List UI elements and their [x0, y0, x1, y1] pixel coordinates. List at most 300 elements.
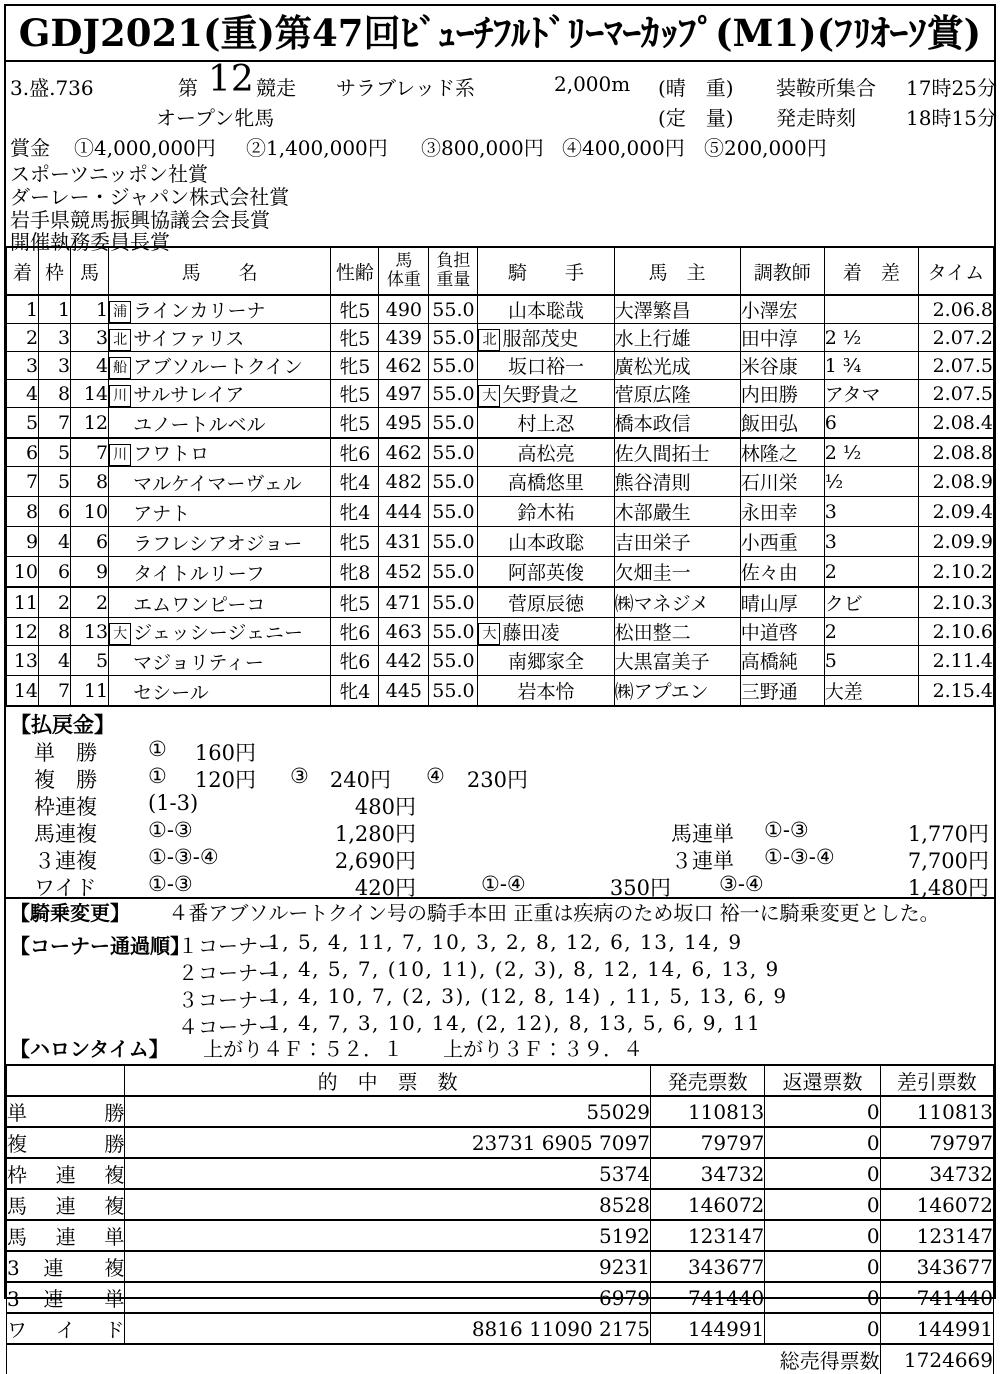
- result-time: 2.10.2: [918, 557, 993, 588]
- vote-returned-count: 0: [765, 1220, 880, 1251]
- affiliation-badge: [109, 676, 131, 698]
- result-sex-age: 牝6: [331, 646, 379, 676]
- result-jockey: [478, 676, 614, 707]
- affiliation-badge: 大: [109, 623, 131, 645]
- result-load-weight: 55.0: [429, 295, 478, 324]
- payout-type-label: 単 勝: [34, 741, 97, 765]
- vote-row: [7, 1313, 994, 1344]
- vote-bet-type: 3 連 単: [7, 1282, 125, 1313]
- vote-total-row: [7, 1344, 994, 1374]
- result-bracket-no: 5: [39, 438, 71, 467]
- votes-header-bettype: [7, 1065, 125, 1096]
- result-owner: 大澤繁昌: [614, 295, 740, 324]
- payout-combo: ①-③: [148, 872, 193, 896]
- jockey-name-text: 鈴木祐: [517, 502, 575, 524]
- result-finish-pos: 3: [7, 352, 39, 380]
- result-trainer: 小澤宏: [740, 295, 824, 324]
- result-horse-no: 13: [71, 618, 109, 646]
- prize-2nd: ②1,400,000円: [246, 136, 388, 160]
- result-horse-no: 14: [71, 380, 109, 408]
- horse-name-text: ラインカリーナ: [133, 300, 266, 322]
- payout-row-wakuren: [6, 791, 994, 818]
- result-jockey: [478, 467, 614, 497]
- vote-sold-count: 144991: [650, 1313, 764, 1344]
- result-owner: 吉田栄子: [614, 527, 740, 557]
- result-owner: 水上行雄: [614, 324, 740, 352]
- vote-sold-count: 741440: [650, 1282, 764, 1313]
- vote-hit-count: 8816 11090 2175: [125, 1313, 651, 1344]
- horse-name-text: サイファリス: [133, 328, 245, 350]
- affiliation-badge: [109, 646, 131, 668]
- header-pos: 着: [7, 247, 39, 295]
- vote-row: [7, 1158, 994, 1189]
- race-number: 12: [208, 59, 254, 100]
- jockey-name-text: 村上忍: [517, 413, 575, 435]
- result-trainer: 米谷康: [740, 352, 824, 380]
- affiliation-badge: 川: [109, 385, 131, 407]
- result-horse-no: 12: [71, 408, 109, 439]
- result-horse-no: 6: [71, 527, 109, 557]
- vote-row: [7, 1127, 994, 1158]
- result-horse-weight: 471: [379, 587, 429, 618]
- votes-header-sold: 発売票数: [650, 1065, 764, 1096]
- result-horse-name: [109, 408, 331, 439]
- result-owner: 大黒富美子: [614, 646, 740, 676]
- vote-net-count: 110813: [880, 1096, 993, 1127]
- result-horse-weight: 463: [379, 618, 429, 646]
- result-owner: 佐久間拓士: [614, 438, 740, 467]
- payout-combo: ①-③-④: [148, 845, 219, 869]
- result-sex-age: 牝4: [331, 676, 379, 707]
- page-title: GDJ2021(重)第47回ﾋﾞｭｰﾁﾌﾙﾄﾞﾘｰﾏｰｶｯﾌﾟ(M1)(ﾌﾘｵｰｿ賞): [6, 6, 994, 62]
- result-bracket-no: 4: [39, 527, 71, 557]
- result-load-weight: 55.0: [429, 408, 478, 439]
- result-horse-name: [109, 676, 331, 707]
- result-time: 2.10.6: [918, 618, 993, 646]
- affiliation-badge: 北: [109, 329, 131, 351]
- result-load-weight: 55.0: [429, 324, 478, 352]
- payout-amount: 350円: [609, 876, 671, 900]
- result-bracket-no: 6: [39, 557, 71, 588]
- header-load-line1: 負担: [436, 251, 471, 272]
- result-jockey: [478, 438, 614, 467]
- affiliation-badge: [109, 527, 131, 549]
- result-owner: ㈱マネジメ: [614, 587, 740, 618]
- payout-amount: 230円: [466, 768, 528, 792]
- payout-amount: 240円: [329, 768, 391, 792]
- vote-net-count: 741440: [880, 1282, 993, 1313]
- result-horse-weight: 431: [379, 527, 429, 557]
- sponsor-prize: スポーツニッポン社賞: [10, 162, 208, 186]
- horse-name-text: サルサレイア: [133, 384, 245, 406]
- jockey-change-text: ４番アブソルートクイン号の騎手本田 正重は疾病のため坂口 裕一に騎乗変更とした。: [168, 901, 940, 925]
- result-owner: 木部嚴生: [614, 497, 740, 527]
- affiliation-badge: 浦: [109, 301, 131, 323]
- result-owner: ㈱アプエン: [614, 676, 740, 707]
- payout-heading: 【払戻金】: [10, 712, 115, 737]
- payout-type-label: 馬連単: [671, 822, 734, 846]
- result-horse-name: [109, 380, 331, 408]
- race-no-prefix: 第: [178, 76, 198, 100]
- result-horse-no: 9: [71, 557, 109, 588]
- result-horse-no: 10: [71, 497, 109, 527]
- result-load-weight: 55.0: [429, 497, 478, 527]
- result-row: [7, 380, 994, 408]
- race-code: 3.盛.736: [10, 76, 94, 100]
- header-weight: [379, 247, 429, 295]
- result-owner: 松田整二: [614, 618, 740, 646]
- result-row: [7, 438, 994, 467]
- start-time-label: 発走時刻: [776, 106, 856, 130]
- prize-3rd: ③800,000円: [421, 136, 544, 160]
- payout-amount: 120円: [194, 768, 256, 792]
- payout-combo: ①: [148, 764, 167, 788]
- result-margin: 3: [824, 527, 918, 557]
- payout-combo: ④: [426, 764, 445, 788]
- result-bracket-no: 1: [39, 295, 71, 324]
- prize-label: 賞金: [10, 136, 50, 160]
- result-row: [7, 527, 994, 557]
- result-bracket-no: 7: [39, 408, 71, 439]
- result-margin: 3: [824, 497, 918, 527]
- payout-amount: 7,700円: [907, 849, 989, 873]
- payout-combo: ③-④: [719, 872, 764, 896]
- result-load-weight: 55.0: [429, 467, 478, 497]
- result-load-weight: 55.0: [429, 527, 478, 557]
- vote-bet-type: 枠 連 複: [7, 1158, 125, 1189]
- payout-row-fukusho: [6, 764, 994, 791]
- payout-combo: ①-③: [764, 818, 809, 842]
- result-horse-name: [109, 646, 331, 676]
- result-trainer: 小西重: [740, 527, 824, 557]
- result-trainer: 石川栄: [740, 467, 824, 497]
- result-row: [7, 295, 994, 324]
- result-bracket-no: 4: [39, 646, 71, 676]
- result-trainer: 三野通: [740, 676, 824, 707]
- result-jockey: [478, 618, 614, 646]
- header-name: 馬 名: [109, 247, 331, 295]
- result-row: [7, 557, 994, 588]
- result-horse-no: 4: [71, 352, 109, 380]
- result-finish-pos: 12: [7, 618, 39, 646]
- jockey-name-text: 山本聡哉: [508, 300, 585, 322]
- jockey-name-text: 高橋悠里: [508, 472, 585, 494]
- result-row: [7, 646, 994, 676]
- votes-header-hit: 的 中 票 数: [125, 1065, 651, 1096]
- vote-row: [7, 1282, 994, 1313]
- result-jockey: [478, 380, 614, 408]
- header-load-line2: 重量: [436, 270, 471, 290]
- corner-label: ２コーナー: [178, 961, 278, 985]
- horse-name-text: ラフレシアオジョー: [133, 533, 303, 555]
- result-horse-name: [109, 587, 331, 618]
- result-row: [7, 676, 994, 707]
- vote-total-label: 総売得票数: [7, 1344, 881, 1374]
- horse-name-text: アナト: [133, 503, 191, 525]
- result-horse-name: [109, 352, 331, 380]
- horse-name-text: マルケイマーヴェル: [133, 473, 302, 495]
- payout-type-label: 複 勝: [34, 768, 97, 792]
- result-time: 2.07.5: [918, 352, 993, 380]
- result-load-weight: 55.0: [429, 438, 478, 467]
- result-margin: 1 ¾: [824, 352, 918, 380]
- corner-line: [6, 984, 994, 1011]
- affiliation-badge: [109, 467, 131, 489]
- affiliation-badge: 大: [478, 623, 500, 645]
- result-horse-weight: 482: [379, 467, 429, 497]
- result-bracket-no: 8: [39, 618, 71, 646]
- result-finish-pos: 4: [7, 380, 39, 408]
- result-row: [7, 467, 994, 497]
- result-jockey: [478, 557, 614, 588]
- result-horse-weight: 439: [379, 324, 429, 352]
- header-margin: 着 差: [824, 247, 918, 295]
- result-margin: アタマ: [824, 380, 918, 408]
- result-horse-weight: 495: [379, 408, 429, 439]
- payout-combo: ③: [290, 764, 309, 788]
- race-info-block: [6, 59, 997, 254]
- payout-row-sanren: [6, 845, 994, 872]
- start-time: 18時15分: [906, 106, 997, 130]
- payout-combo: (1-3): [148, 791, 199, 815]
- result-finish-pos: 7: [7, 467, 39, 497]
- result-sex-age: 牝6: [331, 438, 379, 467]
- result-trainer: 田中淳: [740, 324, 824, 352]
- result-sex-age: 牝5: [331, 324, 379, 352]
- result-margin: 2: [824, 557, 918, 588]
- affiliation-badge: 船: [109, 357, 131, 379]
- weight-rule: (定 量): [658, 106, 734, 130]
- jockey-name-text: 服部茂史: [502, 328, 579, 350]
- corner-order-heading: 【コーナー通過順】: [10, 934, 190, 958]
- vote-row: [7, 1189, 994, 1220]
- vote-bet-type: 馬 連 複: [7, 1189, 125, 1220]
- result-margin: 2 ½: [824, 324, 918, 352]
- vote-sold-count: 146072: [650, 1189, 764, 1220]
- saddling-label: 装鞍所集合: [776, 76, 876, 100]
- result-horse-name: [109, 557, 331, 588]
- result-horse-weight: 452: [379, 557, 429, 588]
- jockey-name-text: 南郷家全: [508, 651, 585, 673]
- payout-type-label: ３連単: [671, 849, 734, 873]
- result-horse-no: 2: [71, 587, 109, 618]
- jockey-name-text: 阿部英俊: [508, 562, 585, 584]
- header-sexage: 性齢: [331, 247, 379, 295]
- result-time: 2.08.8: [918, 438, 993, 467]
- vote-counts-table: [6, 1064, 994, 1374]
- prize-5th: ⑤200,000円: [704, 136, 827, 160]
- affiliation-badge: [109, 497, 131, 519]
- vote-returned-count: 0: [765, 1282, 880, 1313]
- horse-name-text: セシール: [133, 682, 209, 704]
- vote-bet-type: 馬 連 単: [7, 1220, 125, 1251]
- payout-section: [6, 707, 994, 899]
- header-owner: 馬 主: [614, 247, 740, 295]
- payout-amount: 1,280円: [334, 822, 416, 846]
- votes-header-row: [7, 1065, 994, 1096]
- votes-header-returned: 返還票数: [765, 1065, 880, 1096]
- result-trainer: 飯田弘: [740, 408, 824, 439]
- result-sex-age: 牝5: [331, 352, 379, 380]
- result-trainer: 晴山厚: [740, 587, 824, 618]
- affiliation-badge: [109, 588, 131, 610]
- jockey-name-text: 高松亮: [517, 443, 575, 465]
- result-margin: 6: [824, 408, 918, 439]
- result-sex-age: 牝5: [331, 587, 379, 618]
- corner-label: １コーナー: [178, 934, 278, 958]
- jockey-name-text: 坂口裕一: [508, 356, 585, 378]
- header-load: [429, 247, 478, 295]
- affiliation-badge: 北: [478, 329, 500, 351]
- vote-row: [7, 1096, 994, 1127]
- vote-net-count: 34732: [880, 1158, 993, 1189]
- result-sex-age: 牝4: [331, 467, 379, 497]
- prize-4th: ④400,000円: [562, 136, 685, 160]
- result-time: 2.09.9: [918, 527, 993, 557]
- result-finish-pos: 14: [7, 676, 39, 707]
- result-time: 2.06.8: [918, 295, 993, 324]
- vote-net-count: 146072: [880, 1189, 993, 1220]
- horse-name-text: ジェッシージェニー: [133, 622, 303, 644]
- horse-name-text: タイトルリーフ: [133, 563, 265, 585]
- vote-bet-type: 3 連 複: [7, 1251, 125, 1282]
- vote-net-count: 123147: [880, 1220, 993, 1251]
- vote-hit-count: 8528: [125, 1189, 651, 1220]
- result-bracket-no: 7: [39, 676, 71, 707]
- result-horse-weight: 490: [379, 295, 429, 324]
- result-margin: ½: [824, 467, 918, 497]
- result-margin: 大差: [824, 676, 918, 707]
- result-finish-pos: 11: [7, 587, 39, 618]
- result-time: 2.09.4: [918, 497, 993, 527]
- result-horse-name: [109, 618, 331, 646]
- payout-type-label: 枠連複: [34, 795, 97, 819]
- result-horse-no: 5: [71, 646, 109, 676]
- affiliation-badge: 川: [109, 444, 131, 466]
- vote-sold-count: 123147: [650, 1220, 764, 1251]
- result-bracket-no: 2: [39, 587, 71, 618]
- jockey-change-heading: 【騎乗変更】: [10, 901, 130, 925]
- vote-returned-count: 0: [765, 1096, 880, 1127]
- result-horse-no: 7: [71, 438, 109, 467]
- vote-hit-count: 9231: [125, 1251, 651, 1282]
- corner-line: [6, 957, 994, 984]
- result-finish-pos: 8: [7, 497, 39, 527]
- header-num: 馬: [71, 247, 109, 295]
- result-bracket-no: 3: [39, 352, 71, 380]
- vote-sold-count: 343677: [650, 1251, 764, 1282]
- result-horse-name: [109, 467, 331, 497]
- result-row: [7, 408, 994, 439]
- vote-hit-count: 55029: [125, 1096, 651, 1127]
- header-jockey: 騎 手: [478, 247, 614, 295]
- result-row: [7, 618, 994, 646]
- payout-row-umaren: [6, 818, 994, 845]
- result-horse-name: [109, 438, 331, 467]
- corner-line: [6, 1011, 994, 1038]
- result-jockey: [478, 497, 614, 527]
- sponsor-prize: 岩手県競馬振興協議会会長賞: [10, 208, 270, 232]
- result-trainer: 中道啓: [740, 618, 824, 646]
- result-time: 2.15.4: [918, 676, 993, 707]
- breed-label: サラブレッド系: [336, 76, 475, 100]
- race-result-sheet: [4, 4, 997, 1373]
- vote-row: [7, 1220, 994, 1251]
- vote-net-count: 343677: [880, 1251, 993, 1282]
- result-margin: 5: [824, 646, 918, 676]
- affiliation-badge: [109, 408, 131, 430]
- result-load-weight: 55.0: [429, 380, 478, 408]
- result-horse-no: 8: [71, 467, 109, 497]
- result-trainer: 高橋純: [740, 646, 824, 676]
- result-horse-weight: 442: [379, 646, 429, 676]
- result-horse-name: [109, 324, 331, 352]
- header-weight-line2: 体重: [386, 270, 421, 290]
- race-class: オープン牝馬: [156, 106, 275, 130]
- result-jockey: [478, 352, 614, 380]
- result-finish-pos: 5: [7, 408, 39, 439]
- vote-sold-count: 110813: [650, 1096, 764, 1127]
- header-weight-line1: 馬: [395, 251, 413, 272]
- saddling-time: 17時25分: [906, 76, 997, 100]
- weather-track: (晴 重): [658, 76, 734, 100]
- corner-passing-order: 1, 5, 4, 11, 7, 10, 3, 2, 8, 12, 6, 13, 14, 9: [268, 930, 743, 954]
- result-owner: 橋本政信: [614, 408, 740, 439]
- vote-returned-count: 0: [765, 1313, 880, 1344]
- payout-combo: ①-④: [481, 872, 526, 896]
- horse-name-text: フワトロ: [133, 443, 210, 465]
- result-owner: 菅原広隆: [614, 380, 740, 408]
- vote-hit-count: 23731 6905 7097: [125, 1127, 651, 1158]
- results-table: [6, 246, 994, 707]
- result-finish-pos: 13: [7, 646, 39, 676]
- horse-name-text: アブソルートクイン: [133, 356, 303, 378]
- result-finish-pos: 6: [7, 438, 39, 467]
- result-finish-pos: 2: [7, 324, 39, 352]
- result-horse-weight: 497: [379, 380, 429, 408]
- result-row: [7, 587, 994, 618]
- furlong-heading: 【ハロンタイム】: [10, 1037, 169, 1061]
- result-load-weight: 55.0: [429, 557, 478, 588]
- corner-passing-order: 1, 4, 10, 7, (2, 3), (12, 8, 14) , 11, 5, 13, 6, 9: [268, 984, 788, 1008]
- result-jockey: [478, 324, 614, 352]
- payout-amount: 1,770円: [907, 822, 989, 846]
- result-margin: 2 ½: [824, 438, 918, 467]
- result-jockey: [478, 408, 614, 439]
- result-trainer: 佐々由: [740, 557, 824, 588]
- affiliation-badge: [109, 557, 131, 579]
- payout-amount: 160円: [194, 741, 256, 765]
- race-distance: 2,000m: [554, 72, 631, 96]
- result-finish-pos: 1: [7, 295, 39, 324]
- header-time: タイム: [918, 247, 993, 295]
- jockey-name-text: 矢野貴之: [502, 384, 579, 406]
- result-bracket-no: 5: [39, 467, 71, 497]
- result-time: 2.08.4: [918, 408, 993, 439]
- result-row: [7, 352, 994, 380]
- result-finish-pos: 9: [7, 527, 39, 557]
- payout-combo: ①-③-④: [764, 845, 835, 869]
- votes-body: [7, 1096, 994, 1374]
- payout-row-tansho: [6, 737, 994, 764]
- result-time: 2.11.4: [918, 646, 993, 676]
- result-load-weight: 55.0: [429, 618, 478, 646]
- result-horse-no: 3: [71, 324, 109, 352]
- result-sex-age: 牝5: [331, 408, 379, 439]
- result-horse-weight: 444: [379, 497, 429, 527]
- payout-type-label: ワイド: [34, 876, 97, 900]
- result-bracket-no: 8: [39, 380, 71, 408]
